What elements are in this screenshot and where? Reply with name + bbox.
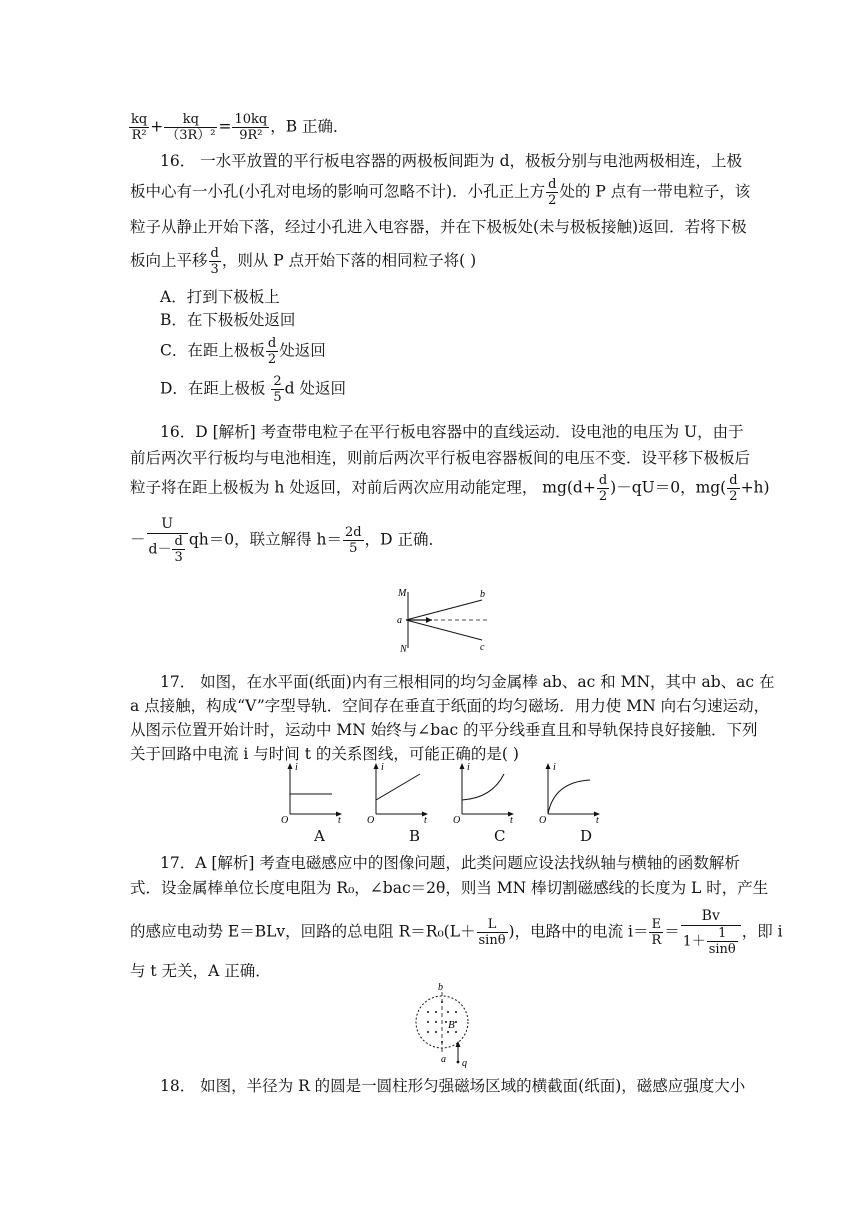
graph-d bbox=[538, 760, 606, 824]
curve-linear bbox=[376, 774, 420, 800]
fraction: $\frac{L}{\sin\theta}$ bbox=[478, 917, 506, 948]
q16-option-b: B．在下极板处返回 bbox=[160, 311, 296, 329]
v-rail-diagram bbox=[392, 586, 502, 656]
axis-label-i: i bbox=[553, 762, 556, 773]
fraction: $\frac{1}{\sin\theta}$ bbox=[708, 926, 736, 957]
origin-label: O bbox=[453, 815, 461, 824]
rod-ab bbox=[406, 600, 482, 620]
fraction: $\frac{d}{2}$ bbox=[729, 473, 738, 504]
a17-line3: 的感应电动势 E＝BLv，回路的总电阻 R＝R₀(L＋ $\frac{L}{\sin\theta}$ )，电路中的电流 i＝ $\frac{E}{R}$ ＝ Bv 1＋ $\frac{1}{\sin\theta}$ ，即 i bbox=[130, 908, 783, 957]
q16-option-c: C．在距上极板 $\frac{d}{2}$ 处返回 bbox=[160, 336, 326, 367]
axis-label-t: t bbox=[338, 815, 341, 824]
fraction: $\frac{d}{2}$ bbox=[267, 336, 277, 367]
label-b: b bbox=[438, 982, 443, 993]
axis-label-i: i bbox=[381, 762, 384, 773]
q18-line1: 18． 如图，半径为 R 的圆是一圆柱形匀强磁场区域的横截面(纸面)，磁感应强度大小 bbox=[160, 1077, 746, 1095]
q16-line4: 板向上平移 $\frac{d}{3}$ ，则从 P 点开始下落的相同粒子将( ) bbox=[130, 246, 477, 277]
fraction: $\frac{d}{3}$ bbox=[174, 534, 183, 565]
q16-line2: 板中心有一小孔(小孔对电场的影响可忽略不计)．小孔正上方 $\frac{d}{2}$ 处的 P 点有一带电粒子，该 bbox=[130, 177, 751, 208]
axis-label-i: i bbox=[295, 762, 298, 773]
top-formula: $\frac{kq}{\text{R²}}$ + $\frac{kq}{\text{（3R）²}}$ = $\frac{10kq}{\text{9R²}}$ ，B 正确． bbox=[131, 112, 349, 143]
axis-label-t: t bbox=[596, 815, 599, 824]
q16-line1: 16． 一水平放置的平行板电容器的两极板间距为 d，极板分别与电池两极相连，上极 bbox=[160, 152, 743, 170]
a17-line4: 与 t 无关，A 正确． bbox=[130, 962, 271, 980]
fraction: $\frac{d}{3}$ bbox=[210, 246, 219, 277]
arrow-head-icon bbox=[374, 763, 379, 769]
q16-option-d: D．在距上极板 $\frac{2}{5}$ d 处返回 bbox=[160, 374, 346, 405]
fraction: $\frac{kq}{\text{R²}}$ bbox=[131, 112, 148, 143]
graph-caption-a: A bbox=[314, 827, 325, 845]
q16-line3: 粒子从静止开始下落，经过小孔进入电容器，并在下极板处(未与极板接触)返回．若将下极 bbox=[130, 218, 747, 236]
a16-line2: 前后两次平行板均与电池相连，则前后两次平行板电容器板间的电压不变．设平移下极板后 bbox=[130, 449, 751, 467]
graph-caption-c: C bbox=[494, 827, 506, 845]
fraction: $\frac{2}{5}$ bbox=[273, 374, 282, 405]
compound-fraction: Bv 1＋ $\frac{1}{\sin\theta}$ bbox=[681, 908, 741, 957]
rod-ac bbox=[406, 620, 482, 640]
label-field-b: B bbox=[448, 1019, 455, 1031]
arrow-head-icon bbox=[426, 617, 432, 623]
label-a: a bbox=[397, 615, 402, 626]
particle-dot bbox=[457, 1061, 460, 1064]
a16-line3: 粒子将在距上极板为 h 处返回，对前后两次应用动能定理， mg(d+ $\frac{d}{2}$ )－qU＝0，mg( $\frac{d}{2}$ +h) bbox=[130, 473, 770, 504]
curve-increasing bbox=[462, 774, 504, 800]
curve-saturating bbox=[548, 780, 590, 814]
q17-line1: 17． 如图，在水平面(纸面)内有三根相同的均匀金属棒 ab、ac 和 MN，其中 ab、ac 在 bbox=[160, 673, 775, 691]
a16-line1: 16．D [解析] 考查带电粒子在平行板电容器中的直线运动．设电池的电压为 U，由于 bbox=[160, 423, 744, 441]
arrow-head-icon bbox=[546, 763, 551, 769]
graph-c bbox=[452, 760, 520, 824]
fraction: $\frac{2d}{5}$ bbox=[345, 525, 362, 556]
label-a: a bbox=[441, 1054, 446, 1065]
label-b: b bbox=[480, 589, 485, 600]
graph-a bbox=[280, 760, 348, 824]
a16-line4: － U d－ $\frac{d}{3}$ qh＝0，联立解得 h＝ $\frac{2d}{5}$ ，D 正确． bbox=[130, 516, 444, 565]
label-q: q bbox=[462, 1058, 467, 1068]
q17-line3: 从图示位置开始计时，运动中 MN 始终与∠bac 的平分线垂直且和导轨保持良好接触．下列 bbox=[130, 721, 758, 739]
origin-label: O bbox=[367, 815, 375, 824]
axis-label-t: t bbox=[510, 815, 513, 824]
label-n: N bbox=[400, 644, 407, 655]
axis-label-t: t bbox=[424, 815, 427, 824]
q17-line4: 关于回路中电流 i 与时间 t 的关系图线，可能正确的是( ) bbox=[130, 745, 519, 763]
graph-caption-d: D bbox=[580, 827, 593, 845]
q16-option-a: A．打到下极板上 bbox=[160, 288, 280, 306]
origin-label: O bbox=[281, 815, 289, 824]
compound-fraction: U d－ $\frac{d}{3}$ bbox=[147, 516, 188, 565]
fraction: $\frac{d}{2}$ bbox=[548, 177, 557, 208]
origin-label: O bbox=[539, 815, 547, 824]
fraction: $\frac{kq}{\text{（3R）²}}$ bbox=[166, 112, 216, 143]
axis-label-i: i bbox=[467, 762, 470, 773]
fraction: $\frac{d}{2}$ bbox=[598, 473, 608, 504]
arrow-head-icon bbox=[288, 763, 293, 769]
label-c: c bbox=[480, 642, 485, 653]
graph-caption-b: B bbox=[409, 827, 421, 845]
a17-line2: 式．设金属棒单位长度电阻为 R₀，∠bac＝2θ，则当 MN 棒切割磁感线的长度为 L 时，产生 bbox=[130, 879, 769, 897]
arrow-head-icon bbox=[460, 763, 465, 769]
label-m: M bbox=[398, 588, 407, 599]
magnetic-field-diagram bbox=[408, 982, 478, 1068]
fraction: $\frac{E}{R}$ bbox=[651, 917, 662, 948]
graph-b bbox=[366, 760, 434, 824]
a17-line1: 17．A [解析] 考查电磁感应中的图像问题，此类问题应设法找纵轴与横轴的函数解析 bbox=[160, 854, 740, 872]
fraction: $\frac{10kq}{\text{9R²}}$ bbox=[234, 112, 268, 143]
q17-line2: a 点接触，构成“V”字型导轨．空间存在垂直于纸面的均匀磁场．用力使 MN 向右匀速运动， bbox=[130, 697, 770, 715]
